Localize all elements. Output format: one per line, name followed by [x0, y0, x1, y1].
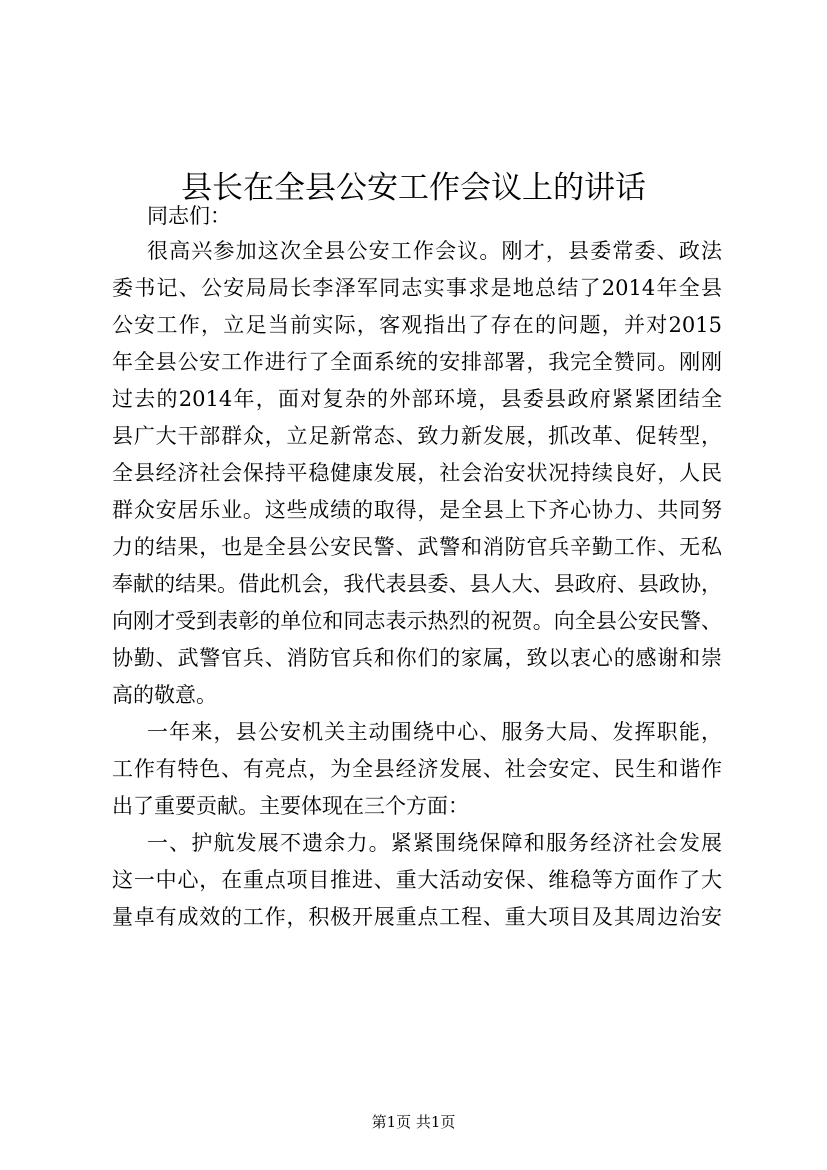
- text-line: 很高兴参加这次全县公安工作会议。刚才，县委常委、政法: [147, 239, 722, 263]
- text-line: 力的结果，也是全县公安民警、武警和消防官兵辛勤工作、无私: [112, 535, 722, 559]
- text-line: 公安工作，立足当前实际，客观指出了存在的问题，并对2015: [112, 313, 722, 337]
- text-line: 量卓有成效的工作，积极开展重点工程、重大项目及其周边治安: [112, 905, 722, 929]
- text-line: 一、护航发展不遗余力。紧紧围绕保障和服务经济社会发展: [147, 831, 722, 855]
- text-line: 过去的2014年，面对复杂的外部环境，县委县政府紧紧团结全: [112, 387, 722, 411]
- text-line: 全县经济社会保持平稳健康发展，社会治安状况持续良好，人民: [112, 461, 722, 485]
- body-text: [112, 233, 722, 936]
- page-footer: 第1页 共1页: [371, 1113, 456, 1131]
- text-line: 这一中心，在重点项目推进、重大活动安保、维稳等方面作了大: [112, 868, 722, 892]
- text-line: 协勤、武警官兵、消防官兵和你们的家属，致以衷心的感谢和崇: [112, 646, 722, 670]
- text-line: 一年来，县公安机关主动围绕中心、服务大局、发挥职能，: [147, 720, 722, 744]
- text-line: 群众安居乐业。这些成绩的取得，是全县上下齐心协力、共同努: [112, 498, 722, 522]
- document-title: 县长在全县公安工作会议上的讲话: [181, 169, 646, 206]
- text-line: 向刚才受到表彰的单位和同志表示热烈的祝贺。向全县公安民警、: [112, 609, 722, 633]
- text-line: 奉献的结果。借此机会，我代表县委、县人大、县政府、县政协，: [112, 572, 722, 596]
- text-line: 高的敬意。: [112, 683, 217, 707]
- greeting: 同志们：: [147, 204, 231, 228]
- text-line: 县广大干部群众，立足新常态、致力新发展，抓改革、促转型，: [112, 424, 722, 448]
- text-line: 年全县公安工作进行了全面系统的安排部署，我完全赞同。刚刚: [112, 350, 722, 374]
- text-line: 工作有特色、有亮点，为全县经济发展、社会安定、民生和谐作: [112, 757, 722, 781]
- text-line: 委书记、公安局局长李泽军同志实事求是地总结了2014年全县: [112, 276, 722, 300]
- text-line: 出了重要贡献。主要体现在三个方面：: [112, 794, 469, 818]
